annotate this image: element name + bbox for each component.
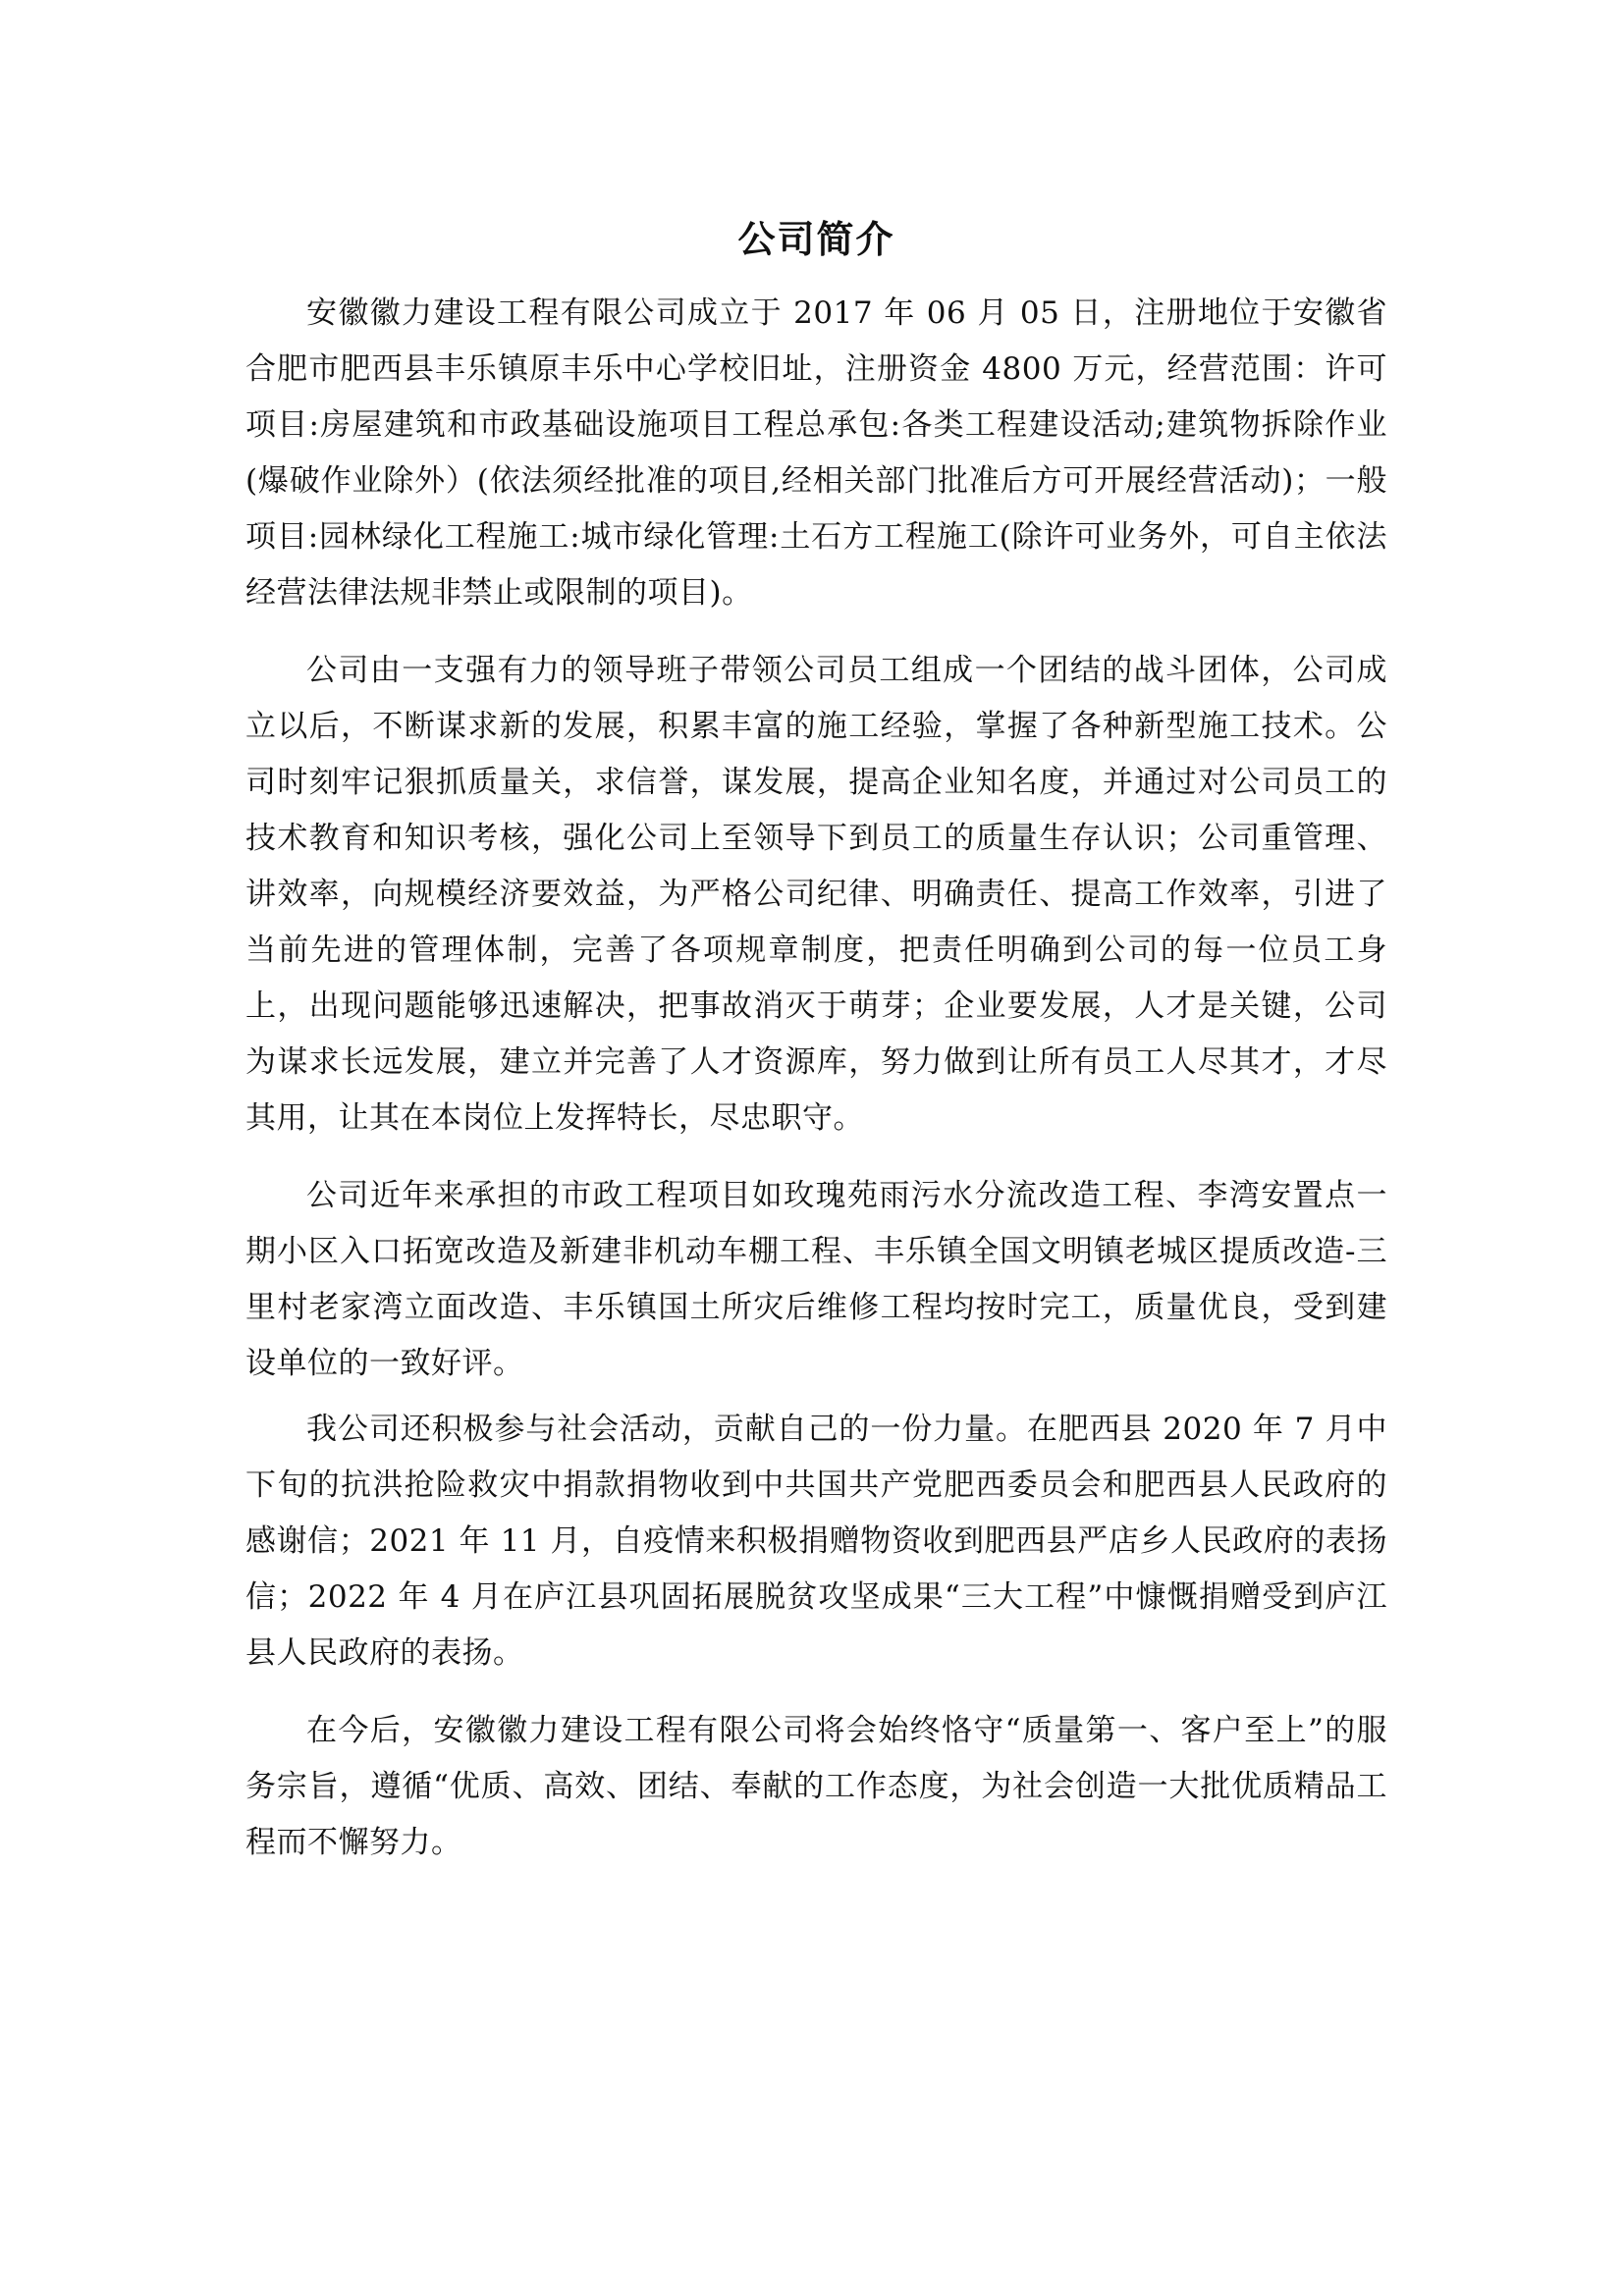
paragraph-company-management: 公司由一支强有力的领导班子带领公司员工组成一个团结的战斗团体，公司成立以后，不断谋求新的发展，积累丰富的施工经验，掌握了各种新型施工技术。公司时刻牢记狠抓质量关，求信誉，谋发展，提高企业知名度，并通过对公司员工的技术教育和知识考核，强化公司上至领导下到员工的质量生存认识；公司重管理、讲效率，向规模经济要效益，为严格公司纪律、明确责任、提高工作效率，引进了当前先进的管理体制，完善了各项规章制度，把责任明确到公司的每一位员工身上，出现问题能够迅速解决，把事故消灭于萌芽；企业要发展，人才是关键，公司为谋求长远发展，建立并完善了人才资源库，努力做到让所有员工人尽其才，才尽其用，让其在本岗位上发挥特长，尽忠职守。: [245, 653, 1387, 1136]
document-body: [245, 201, 1387, 1871]
paragraph-social-activities: 我公司还积极参与社会活动，贡献自己的一份力量。在肥西县 2020 年 7 月中下旬的抗洪抢险救灾中捐款捐物收到中共国共产党肥西委员会和肥西县人民政府的感谢信；2021 年 11 月，自疫情来积极捐赠物资收到肥西县严店乡人民政府的表扬信；2022 年 4 月在庐江县巩固拓展脱贫攻坚成果“三大工程”中慷慨捐赠受到庐江县人民政府的表扬。: [245, 1412, 1387, 1671]
paragraph-municipal-projects: 公司近年来承担的市政工程项目如玫瑰苑雨污水分流改造工程、李湾安置点一期小区入口拓宽改造及新建非机动车棚工程、丰乐镇全国文明镇老城区提质改造-三里村老家湾立面改造、丰乐镇国土所灾后维修工程均按时完工，质量优良，受到建设单位的一致好评。: [245, 1178, 1387, 1381]
page-title: 公司简介: [737, 218, 895, 261]
paragraph-company-registration: 安徽徽力建设工程有限公司成立于 2017 年 06 月 05 日，注册地位于安徽省合肥市肥西县丰乐镇原丰乐中心学校旧址，注册资金 4800 万元，经营范围：许可项目:房屋建筑和市政基础设施项目工程总承包:各类工程建设活动;建筑物拆除作业(爆破作业除外）(依法须经批准的项目,经相关部门批准后方可开展经营活动)；一般项目:园林绿化工程施工:城市绿化管理:土石方工程施工(除许可业务外，可自主依法经营法律法规非禁止或限制的项目)。: [245, 295, 1387, 611]
paragraph-future-commitment: 在今后，安徽徽力建设工程有限公司将会始终恪守“质量第一、客户至上”的服务宗旨，遵循“优质、高效、团结、奉献的工作态度，为社会创造一大批优质精品工程而不懈努力。: [245, 1713, 1387, 1860]
